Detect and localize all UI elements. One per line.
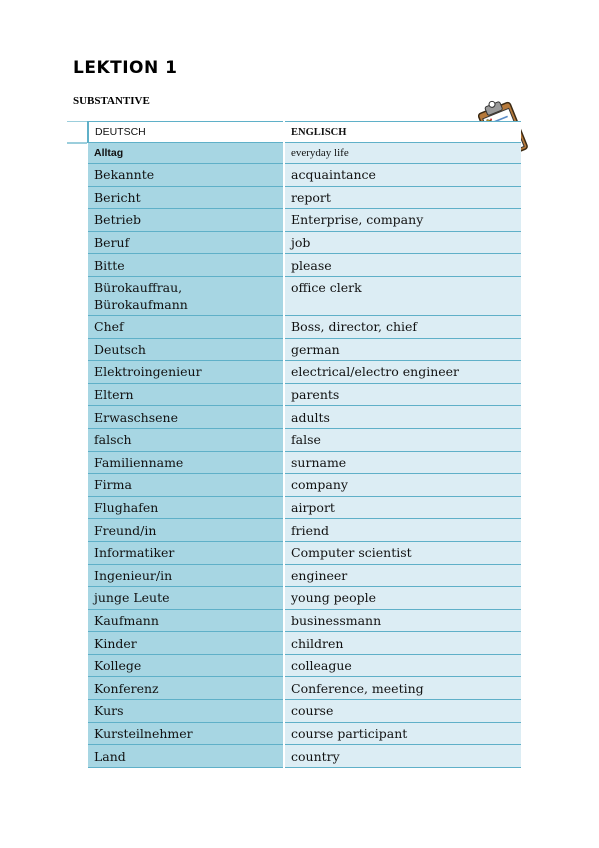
english-translation: course (284, 700, 521, 723)
english-translation: young people (284, 587, 521, 610)
german-word: Kurs (88, 700, 284, 723)
german-word: Chef (88, 315, 284, 338)
table-row (88, 474, 521, 497)
german-word: Beruf (88, 231, 284, 254)
german-word: Erwaschsene (88, 406, 284, 429)
english-translation: false (284, 428, 521, 451)
table-row (88, 254, 521, 277)
english-translation: colleague (284, 654, 521, 677)
english-translation: friend (284, 519, 521, 542)
table-row (88, 496, 521, 519)
table-subheader-row (88, 143, 521, 164)
table-row (88, 541, 521, 564)
table-row (88, 361, 521, 384)
english-translation: airport (284, 496, 521, 519)
german-word: junge Leute (88, 587, 284, 610)
english-translation: please (284, 254, 521, 277)
german-word: Eltern (88, 383, 284, 406)
english-translation: surname (284, 451, 521, 474)
table-left-gutter (67, 121, 87, 774)
subheader-englisch: everyday life (284, 143, 521, 164)
english-translation: acquaintance (284, 164, 521, 187)
english-translation: electrical/electro engineer (284, 361, 521, 384)
german-word: Betrieb (88, 209, 284, 232)
table-row (88, 745, 521, 768)
english-translation: job (284, 231, 521, 254)
table-row (88, 231, 521, 254)
table-row (88, 186, 521, 209)
table-row (88, 315, 521, 338)
table-row (88, 406, 521, 429)
german-word: Kursteilnehmer (88, 722, 284, 745)
page-title: LEKTION 1 (73, 58, 178, 78)
table-row (88, 632, 521, 655)
table-row (88, 338, 521, 361)
english-translation: parents (284, 383, 521, 406)
subheader-deutsch: Alltag (88, 143, 284, 164)
german-word: Kinder (88, 632, 284, 655)
german-word: Freund/in (88, 519, 284, 542)
german-word: Kollege (88, 654, 284, 677)
german-word: Informatiker (88, 541, 284, 564)
table-row (88, 383, 521, 406)
german-word: Kaufmann (88, 609, 284, 632)
header-deutsch: DEUTSCH (88, 122, 284, 143)
english-translation: businessmann (284, 609, 521, 632)
header-englisch: ENGLISCH (284, 122, 521, 143)
english-translation: office clerk (284, 276, 521, 315)
english-translation: course participant (284, 722, 521, 745)
table-row (88, 164, 521, 187)
english-translation: company (284, 474, 521, 497)
german-word: falsch (88, 428, 284, 451)
german-word: Flughafen (88, 496, 284, 519)
german-word: Bericht (88, 186, 284, 209)
vocabulary-table (87, 121, 521, 768)
english-translation: Computer scientist (284, 541, 521, 564)
german-word: Bitte (88, 254, 284, 277)
table-row (88, 677, 521, 700)
german-word: Elektroingenieur (88, 361, 284, 384)
german-word: Ingenieur/in (88, 564, 284, 587)
german-word: Firma (88, 474, 284, 497)
table-row (88, 722, 521, 745)
section-title: SUBSTANTIVE (73, 95, 150, 107)
table-row (88, 209, 521, 232)
table-row (88, 587, 521, 610)
table-header-row (88, 122, 521, 143)
english-translation: german (284, 338, 521, 361)
english-translation: Boss, director, chief (284, 315, 521, 338)
table-row (88, 519, 521, 542)
table-row (88, 276, 521, 315)
english-translation: report (284, 186, 521, 209)
german-word: Bekannte (88, 164, 284, 187)
english-translation: Enterprise, company (284, 209, 521, 232)
table-row (88, 428, 521, 451)
german-word: Deutsch (88, 338, 284, 361)
english-translation: engineer (284, 564, 521, 587)
table-row (88, 654, 521, 677)
german-word: Konferenz (88, 677, 284, 700)
english-translation: country (284, 745, 521, 768)
english-translation: children (284, 632, 521, 655)
table-row (88, 700, 521, 723)
german-word: Land (88, 745, 284, 768)
german-word: Bürokauffrau, Bürokaufmann (88, 276, 284, 315)
english-translation: adults (284, 406, 521, 429)
table-row (88, 609, 521, 632)
table-row (88, 451, 521, 474)
german-word: Familienname (88, 451, 284, 474)
table-row (88, 564, 521, 587)
english-translation: Conference, meeting (284, 677, 521, 700)
